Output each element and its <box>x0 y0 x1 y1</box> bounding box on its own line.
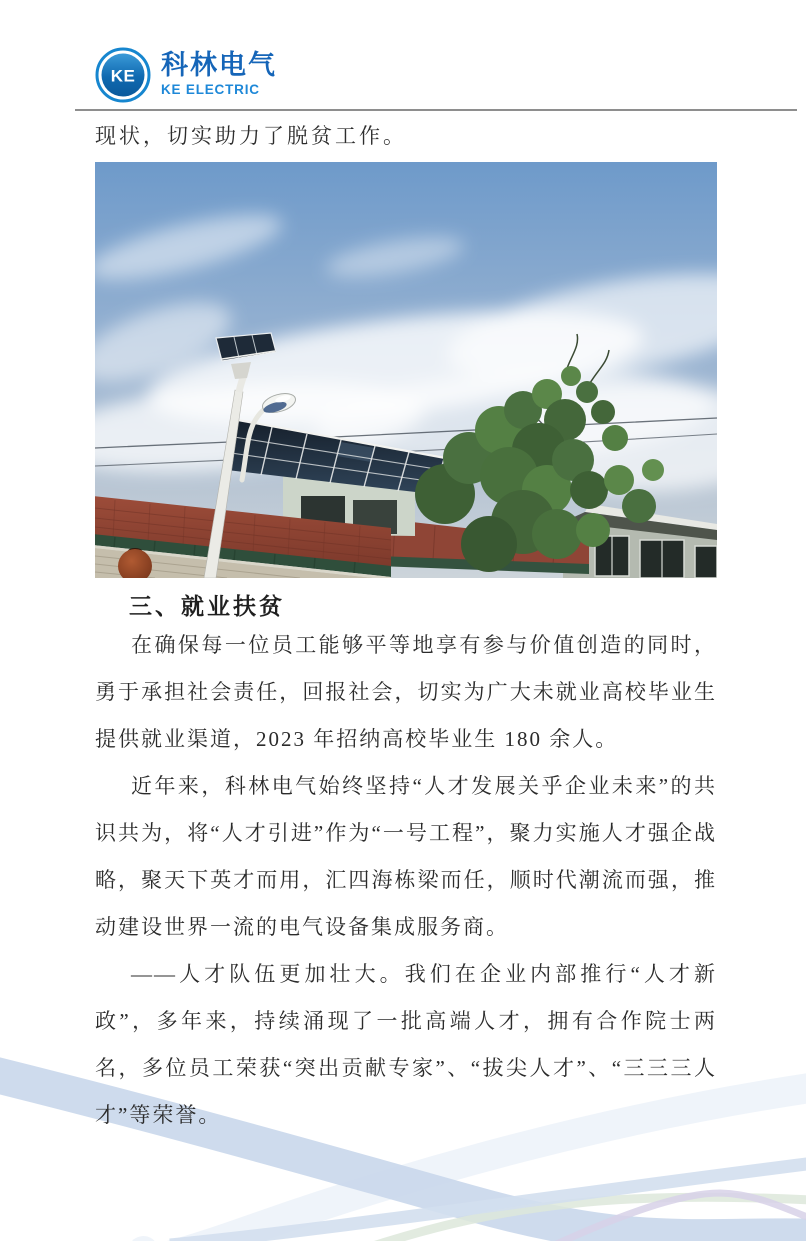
logo-monogram: KE <box>110 66 136 86</box>
brand-name-en: KE ELECTRIC <box>161 82 260 98</box>
paragraph-talent-team: ——人才队伍更加壮大。我们在企业内部推行“人才新政”，多年来，持续涌现了一批高端人才，拥有合作院士两名，多位员工荣获“突出贡献专家”、“拔尖人才”、“三三三人才”等荣誉。 <box>95 962 717 1127</box>
ke-electric-logo <box>94 46 277 104</box>
intro-line: 现状，切实助力了脱贫工作。 <box>95 124 407 148</box>
ke-logo-icon <box>94 46 152 104</box>
body-text <box>95 622 717 1139</box>
header-divider <box>75 109 797 111</box>
section-heading: 三、就业扶贫 <box>129 594 285 619</box>
rooftop-solar-photo <box>95 162 717 578</box>
paragraph-talent-strategy: 近年来，科林电气始终坚持“人才发展关乎企业未来”的共识共为，将“人才引进”作为“一号工程”，聚力实施人才强企战略，聚天下英才而用，汇四海栋梁而任，顺时代潮流而强，推动建设世界一流的电气设备集成服务商。 <box>95 774 717 939</box>
paragraph-employment: 在确保每一位员工能够平等地享有参与价值创造的同时，勇于承担社会责任，回报社会，切实为广大未就业高校毕业生提供就业渠道，2023 年招纳高校毕业生 180 余人。 <box>95 633 717 751</box>
brand-name-cn: 科林电气 <box>161 50 277 80</box>
